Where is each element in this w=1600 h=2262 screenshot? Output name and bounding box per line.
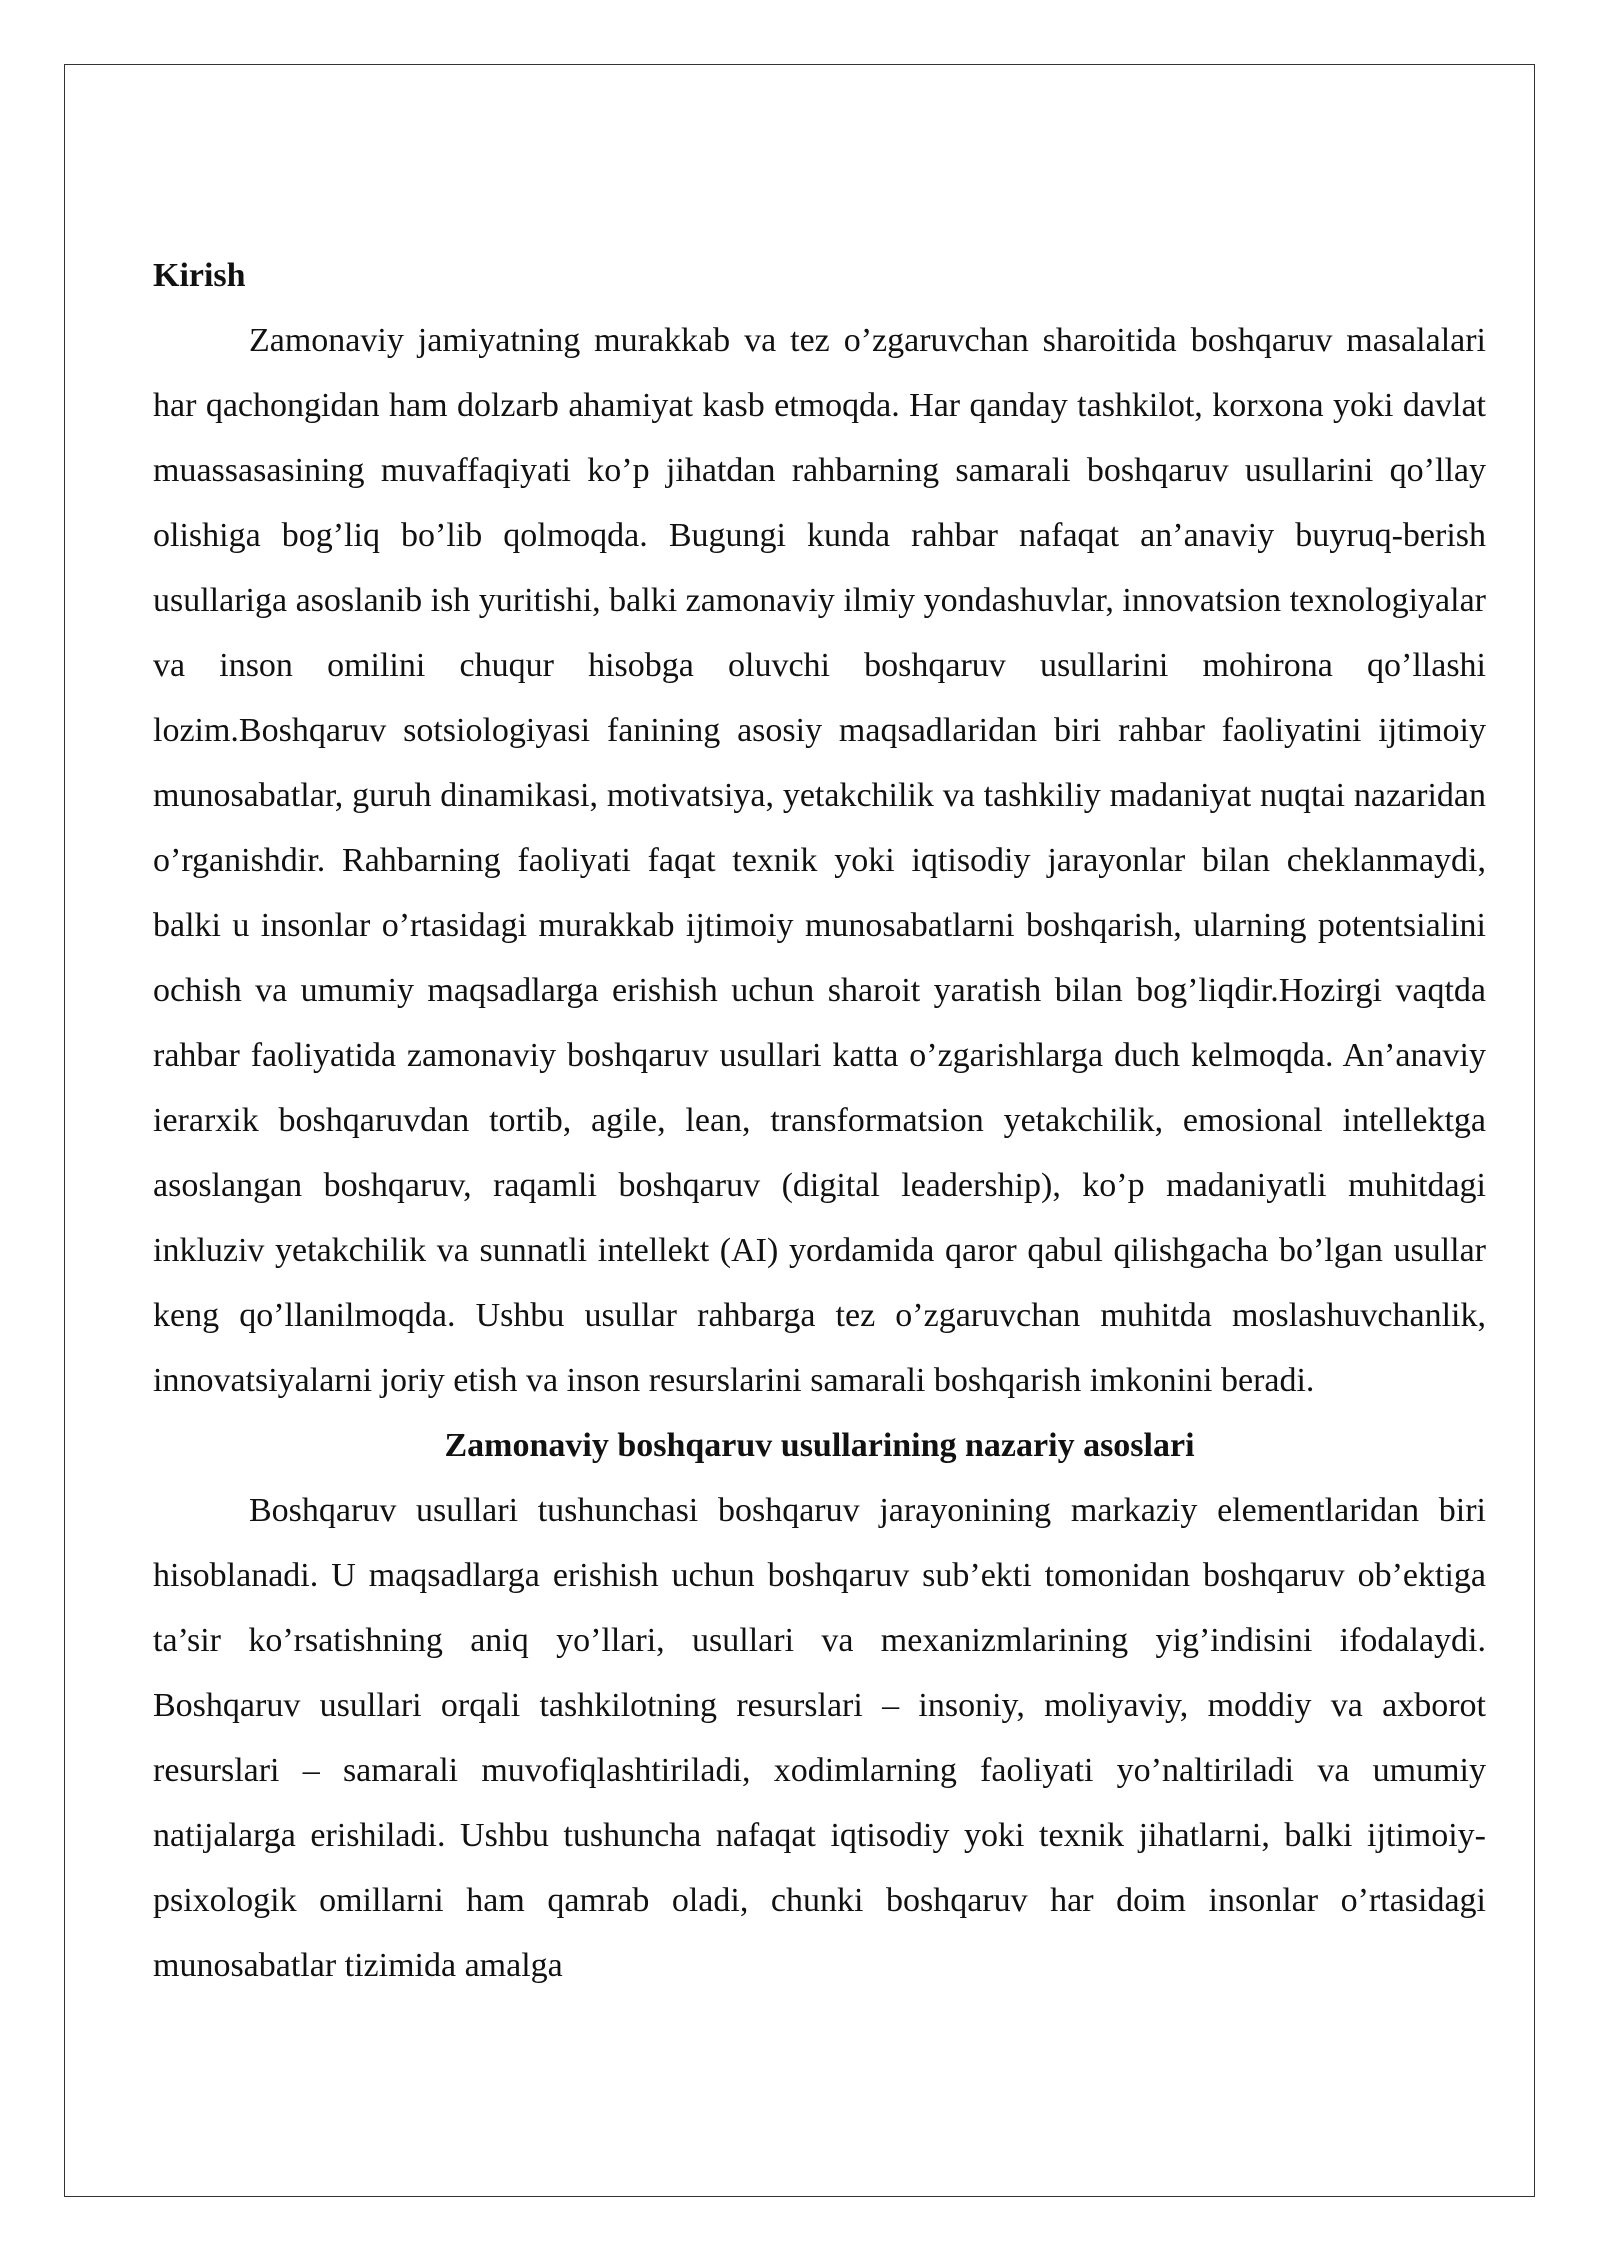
intro-heading: Kirish [153,257,246,294]
section-heading: Zamonaviy boshqaruv usullarining nazariy asoslari [444,1427,1195,1464]
document-body [153,243,1486,1998]
intro-paragraph: Zamonaviy jamiyatning murakkab va tez o’zgaruvchan sharoitida boshqaruv masalalari har qachongidan ham dolzarb ahamiyat kasb etmoqda. Har qanday tashkilot, korxona yoki davlat muassasasining muvaffaqiyati ko’p jihatdan rahbarning samarali boshqaruv usullarini qo’llay olishiga bog’liq bo’lib qolmoqda. Bugungi kunda rahbar nafaqat an’anaviy buyruq-berish usullariga asoslanib ish yuritishi, balki zamonaviy ilmiy yondashuvlar, innovatsion texnologiyalar va inson omilini chuqur hisobga oluvchi boshqaruv usullarini mohirona qo’llashi lozim.Boshqaruv sotsiologiyasi fanining asosiy maqsadlaridan biri rahbar faoliyatini ijtimoiy munosabatlar, guruh dinamikasi, motivatsiya, yetakchilik va tashkiliy madaniyat nuqtai nazaridan o’rganishdir. Rahbarning faoliyati faqat texnik yoki iqtisodiy jarayonlar bilan cheklanmaydi, balki u insonlar o’rtasidagi murakkab ijtimoiy munosabatlarni boshqarish, ularning potentsialini ochish va umumiy maqsadlarga erishish uchun sharoit yaratish bilan bog’liqdir.Hozirgi vaqtda rahbar faoliyatida zamonaviy boshqaruv usullari katta o’zgarishlarga duch kelmoqda. An’anaviy ierarxik boshqaruvdan tortib, agile, lean, transformatsion yetakchilik, emosional intellektga asoslangan boshqaruv, raqamli boshqaruv (digital leadership), ko’p madaniyatli muhitdagi inkluziv yetakchilik va sunnatli intellekt (AI) yordamida qaror qabul qilishgacha bo’lgan usullar keng qo’llanilmoqda. Ushbu usullar rahbarga tez o’zgaruvchan muhitda moslashuvchanlik, innovatsiyalarni joriy etish va inson resurslarini samarali boshqarish imkonini beradi. [153,322,1486,1399]
section-paragraph: Boshqaruv usullari tushunchasi boshqaruv jarayonining markaziy elementlaridan biri hisoblanadi. U maqsadlarga erishish uchun boshqaruv sub’ekti tomonidan boshqaruv ob’ektiga ta’sir ko’rsatishning aniq yo’llari, usullari va mexanizmlarining yig’indisini ifodalaydi. Boshqaruv usullari orqali tashkilotning resurslari – insoniy, moliyaviy, moddiy va axborot resurslari – samarali muvofiqlashtiriladi, xodimlarning faoliyati yo’naltiriladi va umumiy natijalarga erishiladi. Ushbu tushuncha nafaqat iqtisodiy yoki texnik jihatlarni, balki ijtimoiy-psixologik omillarni ham qamrab oladi, chunki boshqaruv har doim insonlar o’rtasidagi munosabatlar tizimida amalga [153,1492,1486,1984]
